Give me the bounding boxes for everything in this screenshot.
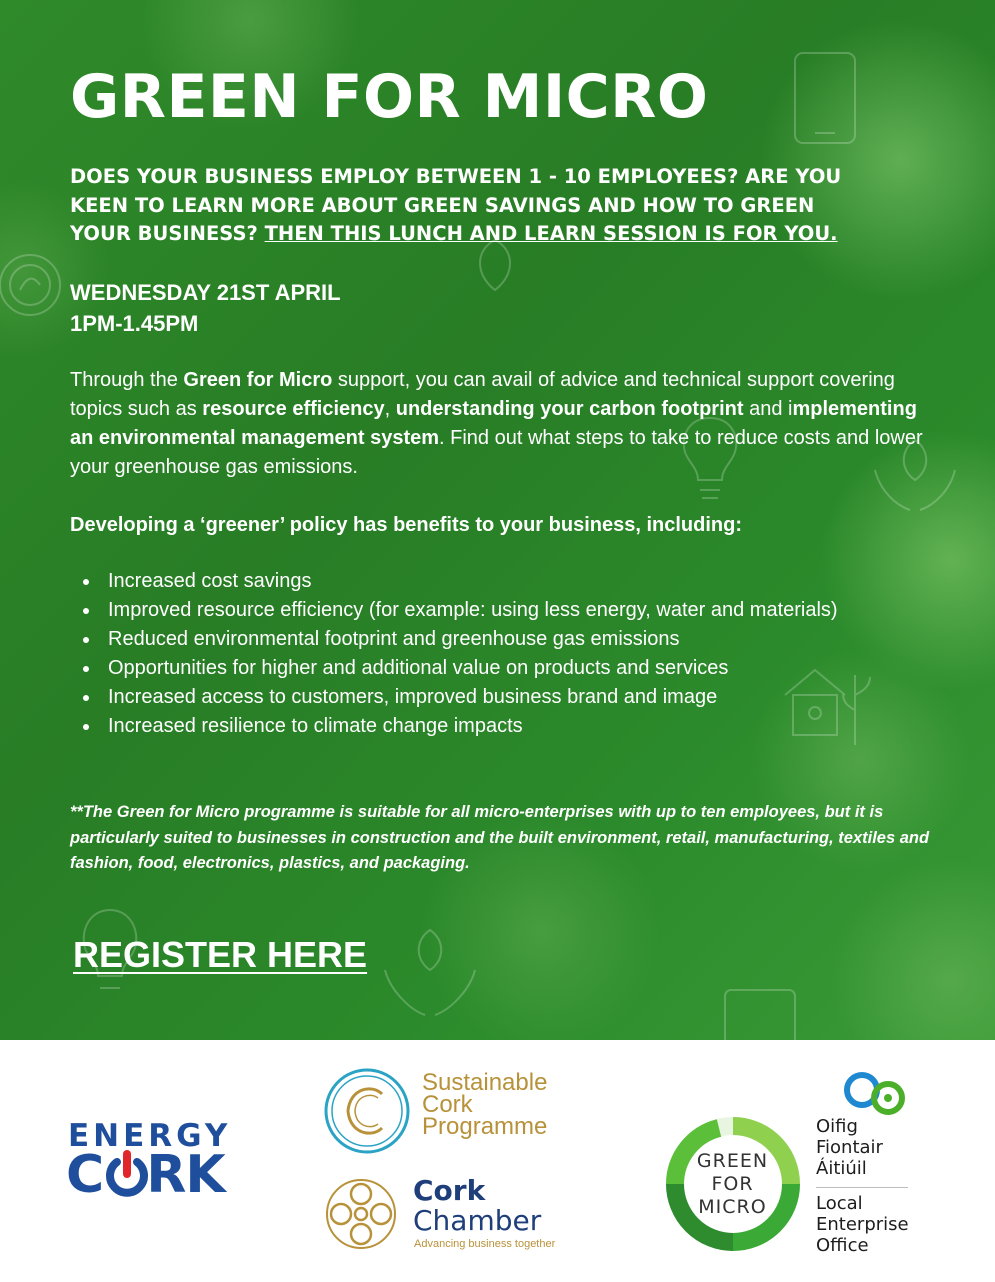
list-item: Opportunities for higher and additional value on products and services bbox=[70, 654, 950, 683]
power-icon bbox=[105, 1150, 149, 1200]
intro-bold: mplementing an environmental management system bbox=[70, 398, 917, 449]
benefits-heading: Developing a ‘greener’ policy has benefits to your business, including: bbox=[70, 514, 742, 536]
leo-rings-icon bbox=[840, 1070, 910, 1116]
event-datetime bbox=[70, 277, 341, 339]
list-item: Improved resource efficiency (for example: using less energy, water and materials) bbox=[70, 596, 950, 625]
sustainable-cork-text bbox=[422, 1069, 548, 1140]
list-item: Increased access to customers, improved business brand and image bbox=[70, 683, 950, 712]
list-item: Reduced environmental footprint and greenhouse gas emissions bbox=[70, 625, 950, 654]
leo-irish-text bbox=[816, 1116, 883, 1179]
leo-line: Office bbox=[816, 1235, 869, 1256]
leo-line: Áitiúil bbox=[816, 1158, 867, 1179]
leo-line: Enterprise bbox=[816, 1214, 909, 1235]
phone-icon bbox=[790, 48, 860, 148]
tablet-icon bbox=[720, 985, 800, 1045]
cork-chamber-tagline: Advancing business together bbox=[414, 1238, 556, 1250]
intro-paragraph bbox=[70, 366, 930, 482]
cork-chamber-line1: Cork bbox=[413, 1174, 486, 1207]
benefits-list bbox=[70, 567, 950, 741]
intro-text: support, you can avail of advice and technical support covering topics such as bbox=[70, 369, 895, 420]
sustainable-cork-line: Sustainable bbox=[422, 1069, 548, 1096]
eligibility-note: **The Green for Micro programme is suitable for all micro-enterprises with up to ten employees, but it is particularly suited to businesses in construction and the built environment, retail, manufacturing, textiles and fashion, food, electronics, plastics, and packaging. bbox=[70, 803, 930, 872]
event-time: 1PM-1.45PM bbox=[70, 311, 199, 336]
sustainable-cork-line: Programme bbox=[422, 1113, 548, 1140]
gfm-line: GREEN bbox=[696, 1150, 769, 1172]
leo-line: Local bbox=[816, 1193, 863, 1214]
green-for-micro-text bbox=[690, 1150, 775, 1219]
intro-text: . Find out what steps to take to reduce costs and lower your greenhouse gas emissions. bbox=[70, 427, 923, 478]
list-item: Increased resilience to climate change impacts bbox=[70, 712, 950, 741]
energy-cork-letters: RK bbox=[146, 1145, 225, 1205]
list-item: Increased cost savings bbox=[70, 567, 950, 596]
leo-line: Fiontair bbox=[816, 1137, 883, 1158]
sustainable-cork-c-icon bbox=[322, 1066, 412, 1156]
intro-bold: resource efficiency bbox=[202, 398, 385, 420]
leo-english-text bbox=[816, 1193, 909, 1256]
sustainable-cork-line: Cork bbox=[422, 1091, 473, 1118]
cork-chamber-knot-icon bbox=[323, 1176, 399, 1252]
register-link[interactable]: REGISTER HERE bbox=[73, 934, 368, 975]
gfm-line: MICRO bbox=[698, 1196, 767, 1218]
leo-line: Oifig bbox=[816, 1116, 858, 1137]
globe-gear-icon bbox=[0, 230, 70, 330]
gfm-line: FOR bbox=[711, 1173, 754, 1195]
question-text: DOES YOUR BUSINESS EMPLOY BETWEEN 1 - 10 EMPLOYEES? ARE YOU KEEN TO LEARN MORE ABOUT GREEN SAVINGS AND HOW TO GREEN YOUR BUSINESS? bbox=[70, 165, 842, 245]
page-title: GREEN FOR MICRO bbox=[70, 62, 709, 132]
intro-bold: Green for Micro bbox=[183, 369, 333, 391]
event-date: WEDNESDAY 21ST APRIL bbox=[70, 280, 341, 305]
session-callout: THEN THIS LUNCH AND LEARN SESSION IS FOR YOU. bbox=[264, 222, 838, 245]
intro-bold: understanding your carbon footprint bbox=[395, 398, 744, 420]
intro-text: , bbox=[384, 398, 396, 420]
energy-cork-letter: C bbox=[66, 1145, 104, 1205]
intro-text: and i bbox=[743, 398, 793, 420]
cork-chamber-line2: Chamber bbox=[413, 1204, 542, 1237]
intro-text: Through the bbox=[70, 369, 184, 391]
leo-divider bbox=[816, 1187, 908, 1188]
hands-plant-icon bbox=[375, 915, 485, 1025]
audience-question bbox=[70, 163, 870, 249]
energy-cork-top: ENERGY bbox=[68, 1118, 232, 1154]
